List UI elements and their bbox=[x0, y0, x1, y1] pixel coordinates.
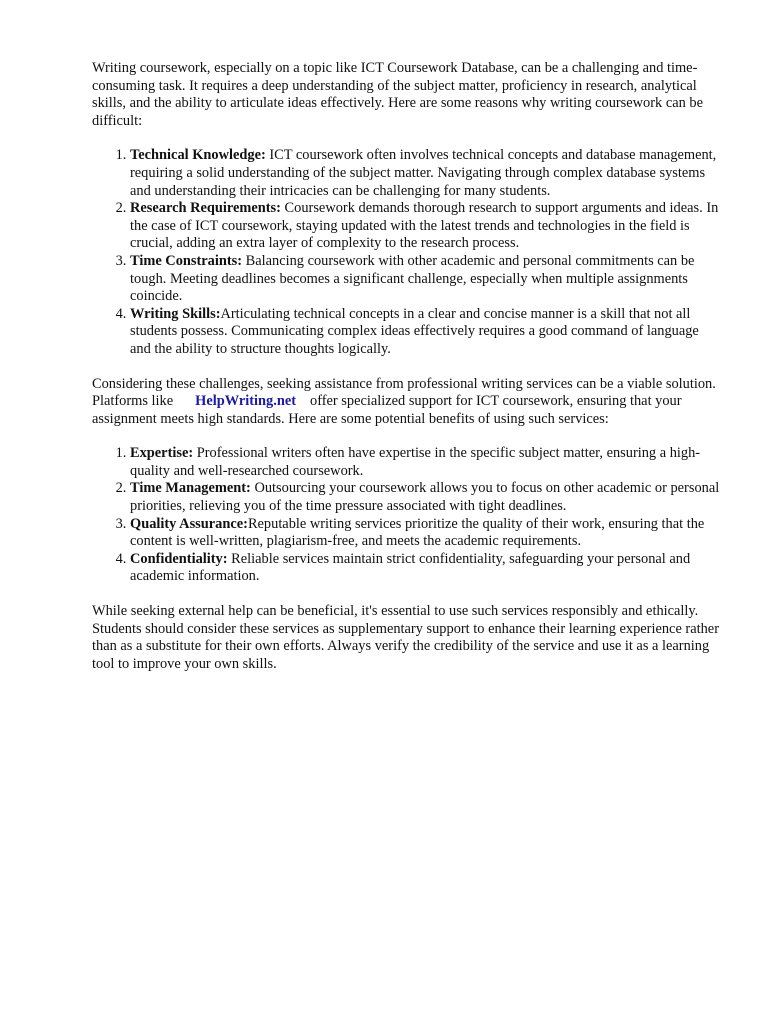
list-item-term: Technical Knowledge: bbox=[130, 147, 266, 164]
difficulties-list bbox=[92, 147, 720, 358]
list-item-text: Reliable services maintain strict confidentiality, safeguarding your personal and academic information. bbox=[130, 550, 691, 585]
helpwriting-link[interactable]: HelpWriting.net bbox=[195, 393, 297, 410]
closing-paragraph: While seeking external help can be beneficial, it's essential to use such services responsibly and ethically. Students should consider these services as supplementary support to enhance their learning experience rather than as a substitute for their own efforts. Always verify the credibility of the service and use it as a learning tool to improve your own skills. bbox=[92, 603, 719, 672]
list-item-term: Time Constraints: bbox=[130, 252, 243, 269]
list-item-text: Balancing coursework with other academic and personal commitments can be tough. Meeting deadlines becomes a significant challenge, especially when multiple assignments coincide. bbox=[130, 252, 695, 305]
list-item-text: Reputable writing services prioritize the quality of their work, ensuring that the content is well-written, plagiarism-free, and meets the academic requirements. bbox=[130, 515, 705, 550]
list-item-text: ICT coursework often involves technical concepts and database management, requiring a solid understanding of the subject matter. Navigating through complex database systems and understanding their intricacies can be challenging for many students. bbox=[130, 147, 717, 199]
middle-text-after: offer specialized support for ICT coursework, ensuring that your assignment meets high standards. Here are some potential benefits of using such services: bbox=[92, 393, 682, 427]
list-item bbox=[130, 306, 720, 359]
list-item-term: Expertise: bbox=[130, 445, 194, 462]
list-item-term: Quality Assurance: bbox=[130, 515, 248, 532]
list-item bbox=[130, 445, 720, 480]
benefits-list bbox=[92, 445, 720, 586]
list-item-text: Professional writers often have expertise in the specific subject matter, ensuring a high-quality and well-researched coursework. bbox=[130, 445, 701, 479]
list-item bbox=[130, 551, 720, 586]
list-item-term: Time Management: bbox=[130, 480, 251, 497]
intro-paragraph: Writing coursework, especially on a topic like ICT Coursework Database, can be a challenging and time-consuming task. It requires a deep understanding of the subject matter, proficiency in research, analytical skills, and the ability to articulate ideas effectively. Here are some reasons why writing coursework can be difficult: bbox=[92, 60, 703, 129]
list-item-term: Confidentiality: bbox=[130, 550, 228, 567]
middle-paragraph bbox=[92, 376, 720, 429]
list-item bbox=[130, 516, 720, 551]
list-item bbox=[130, 480, 720, 515]
list-item bbox=[130, 200, 720, 253]
document-page bbox=[92, 60, 720, 673]
middle-text-before: Considering these challenges, seeking assistance from professional writing services can be a viable solution. Platforms like bbox=[92, 375, 716, 410]
list-item-term: Research Requirements: bbox=[130, 200, 281, 217]
list-item bbox=[130, 253, 720, 306]
list-item-text: Coursework demands thorough research to support arguments and ideas. In the case of ICT coursework, staying updated with the latest trends and technologies in the field is crucial, adding an extra layer of complexity to the research process. bbox=[130, 200, 719, 252]
list-item-term: Writing Skills: bbox=[130, 305, 221, 322]
list-item bbox=[130, 147, 720, 200]
list-item-text: Outsourcing your coursework allows you to focus on other academic or personal priorities, relieving you of the time pressure associated with tight deadlines. bbox=[130, 480, 720, 515]
list-item-text: Articulating technical concepts in a clear and concise manner is a skill that not all students possess. Communicating complex ideas effectively requires a good command of language and the ability to structure thoughts logically. bbox=[130, 305, 699, 357]
